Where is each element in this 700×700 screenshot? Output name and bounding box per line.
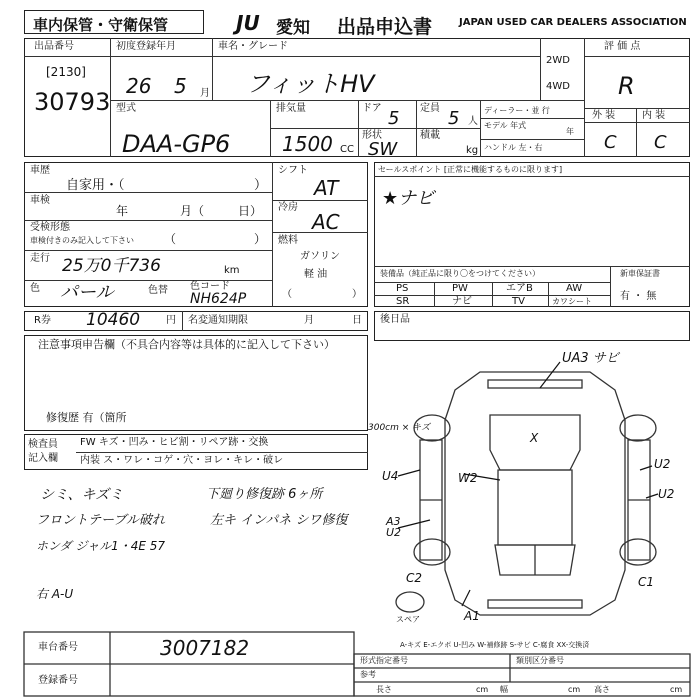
recycle-unit: 円 — [166, 315, 176, 326]
receive-open: （ — [164, 232, 177, 246]
dealer-label: ディーラー・並 行 — [484, 106, 550, 115]
category-label: 類別区分番号 — [516, 656, 564, 665]
name-change-day: 日 — [352, 315, 362, 326]
load-unit: kg — [466, 145, 479, 156]
color-code: NH624P — [190, 291, 247, 307]
damage-mark-c2: C2 — [406, 571, 423, 585]
hand-note-2: フロントテーブル破れ — [36, 513, 165, 528]
later-items-label: 後日品 — [380, 314, 410, 325]
drive-2wd: 2WD — [546, 55, 570, 66]
model-year-label: モデル 年式 — [484, 121, 527, 130]
displacement: 1500 — [282, 132, 333, 156]
name-change-label: 名変通知期限 — [188, 315, 248, 326]
model-code-label: 型式 — [116, 103, 136, 114]
color: パール — [60, 282, 114, 303]
width-unit: cm — [568, 685, 581, 694]
selling-points-label: セールスポイント [正常に機能するものに限ります] — [378, 165, 563, 174]
damage-mark-u2-right-top: U2 — [654, 457, 671, 471]
hand-note-6: 右 A-U — [36, 587, 74, 601]
equip-sr: SR — [396, 296, 410, 307]
drive-4wd: 4WD — [546, 81, 570, 92]
mileage: 25万0千736 — [62, 256, 161, 276]
receive-note: 車検付きのみ記入して下さい — [30, 236, 134, 245]
registration-label: 初度登録年月 — [116, 41, 176, 52]
length-unit: cm — [476, 685, 489, 694]
doors-label: ドア — [362, 103, 382, 114]
model-code: DAA-GP6 — [122, 130, 231, 158]
model-year-unit: 年 — [566, 127, 574, 136]
history-label: 車歴 — [30, 165, 50, 176]
color-code-label: 色コード — [190, 281, 230, 292]
lane-number: [2130] — [46, 65, 86, 79]
mileage-label: 走行 — [30, 253, 50, 264]
equip-ps: PS — [396, 283, 409, 294]
fw-row: FW キズ・凹み・ヒビ割・リペア跡・交換 — [80, 437, 269, 448]
inspection-year: 年 — [116, 204, 129, 218]
inspection-day: 日） — [238, 204, 263, 218]
fuel-gasoline: ガソリン — [300, 251, 340, 262]
registration-month: 5 — [174, 74, 187, 98]
handle-label: ハンドル 左・右 — [484, 143, 543, 152]
mileage-unit: km — [224, 265, 240, 276]
shift-label: シフト — [278, 165, 308, 176]
association-name: JAPAN USED CAR DEALERS ASSOCIATION — [459, 17, 687, 28]
equip-pw: PW — [452, 283, 468, 294]
damage-mark-c1: C1 — [638, 575, 655, 589]
specified-label: 形式指定番号 — [360, 656, 408, 665]
warranty-options: 有 ・ 無 — [620, 291, 657, 302]
spare-label: スペア — [396, 615, 420, 624]
capacity: 5 — [448, 108, 460, 129]
branch-name: 愛知 — [276, 18, 310, 38]
listing-number: 30793 — [34, 88, 111, 116]
equip-aw: AW — [566, 283, 583, 294]
rating-value: R — [618, 72, 635, 100]
load-label: 積載 — [420, 130, 440, 141]
height-unit: cm — [670, 685, 683, 694]
doors: 5 — [388, 108, 400, 129]
hand-note-1: シミ、キズミ — [40, 487, 124, 503]
hand-note-3: ホンダ ジャル1・4E 57 — [36, 539, 166, 553]
interior-row: 内装 ス・ワレ・コゲ・穴・ヨレ・キレ・破レ — [80, 455, 284, 466]
equip-leather: カワシート — [552, 297, 592, 306]
damage-mark-a3: A3 U2 — [386, 515, 402, 539]
inspection-label: 車検 — [30, 195, 50, 206]
shift: AT — [314, 176, 339, 200]
model-name-label: 車名・グレード — [218, 41, 288, 52]
capacity-unit: 人 — [468, 116, 478, 127]
hand-note-4: 下廻り修復跡 6ヶ所 — [206, 487, 323, 502]
recycle-value: 10460 — [86, 310, 141, 330]
displacement-unit: CC — [340, 144, 354, 155]
ju-logo-text: JU — [236, 11, 260, 35]
diagram-note-top: UA3 サビ — [562, 351, 619, 366]
equip-airbag: エアB — [506, 283, 533, 294]
diagram-note-side: 300cm × キズ — [368, 423, 430, 433]
chassis-label: 車台番号 — [38, 642, 78, 653]
rating-interior-label: 内 装 — [642, 110, 666, 121]
damage-mark-u4-left: U4 — [382, 469, 399, 483]
receive-label: 受検形態 — [30, 222, 70, 233]
hand-note-5: 左キ インパネ シワ修復 — [210, 513, 348, 528]
rating-interior: C — [654, 132, 667, 153]
damage-mark-x: X — [530, 431, 539, 445]
length-label: 長さ — [376, 685, 392, 694]
equipment-label: 装備品（純正品に限り〇をつけてください） — [380, 269, 540, 278]
fuel-open: （ — [282, 289, 292, 300]
color-change-label: 色替 — [148, 285, 168, 296]
notes-label: 注意事項申告欄（不具合内容等は具体的に記入して下さい） — [38, 338, 335, 351]
recycle-label: R券 — [34, 315, 51, 326]
ac: AC — [312, 210, 340, 234]
registration-year: 26 — [126, 74, 152, 98]
fuel-diesel: 軽 油 — [304, 269, 328, 280]
chassis-number: 3007182 — [160, 636, 250, 660]
width-label: 幅 — [500, 685, 508, 694]
fuel-label: 燃料 — [278, 235, 298, 246]
inspector-label: 検査員 記入欄 — [28, 439, 58, 464]
receive-close: ） — [254, 232, 267, 246]
history-close: ） — [254, 178, 268, 193]
rating-label: 評 価 点 — [604, 41, 641, 52]
selling-points: ★ナビ — [382, 188, 435, 209]
color-label: 色 — [30, 283, 40, 294]
body-type: SW — [368, 139, 398, 160]
plate-label: 登録番号 — [38, 675, 78, 686]
rating-exterior-label: 外 装 — [592, 110, 616, 121]
registration-month-unit: 月 — [200, 88, 210, 99]
history-value: 自家用・（ — [66, 178, 125, 193]
storage-badge-text: 車内保管・守衛保管 — [33, 16, 169, 34]
inspection-month: 月（ — [180, 204, 205, 218]
damage-mark-u2-right: U2 — [658, 487, 675, 501]
name-change-month: 月 — [304, 315, 314, 326]
capacity-label: 定員 — [420, 103, 440, 114]
ac-label: 冷房 — [278, 202, 298, 213]
damage-mark-a1: A1 — [464, 609, 480, 623]
damage-legend: A-キズ E-エクボ U-凹み W-補修跡 S-サビ C-腐食 XX-交換済 — [400, 641, 590, 649]
equip-tv: TV — [512, 296, 525, 307]
repair-history: 修復歴 有（箇所 — [46, 411, 127, 424]
fuel-close: ） — [352, 289, 362, 300]
rating-exterior: C — [604, 132, 617, 153]
height-label: 高さ — [594, 685, 610, 694]
model-name: フィットHV — [246, 70, 375, 98]
form-title: 出品申込書 — [337, 16, 433, 38]
displacement-label: 排気量 — [276, 103, 306, 114]
damage-mark-w2: W2 — [458, 471, 478, 485]
listing-number-label: 出品番号 — [34, 41, 74, 52]
ref-label: 参考 — [360, 670, 376, 679]
warranty-label: 新車保証書 — [620, 269, 660, 278]
body-type-label: 形状 — [362, 130, 382, 141]
equip-navi: ナビ — [452, 296, 472, 307]
